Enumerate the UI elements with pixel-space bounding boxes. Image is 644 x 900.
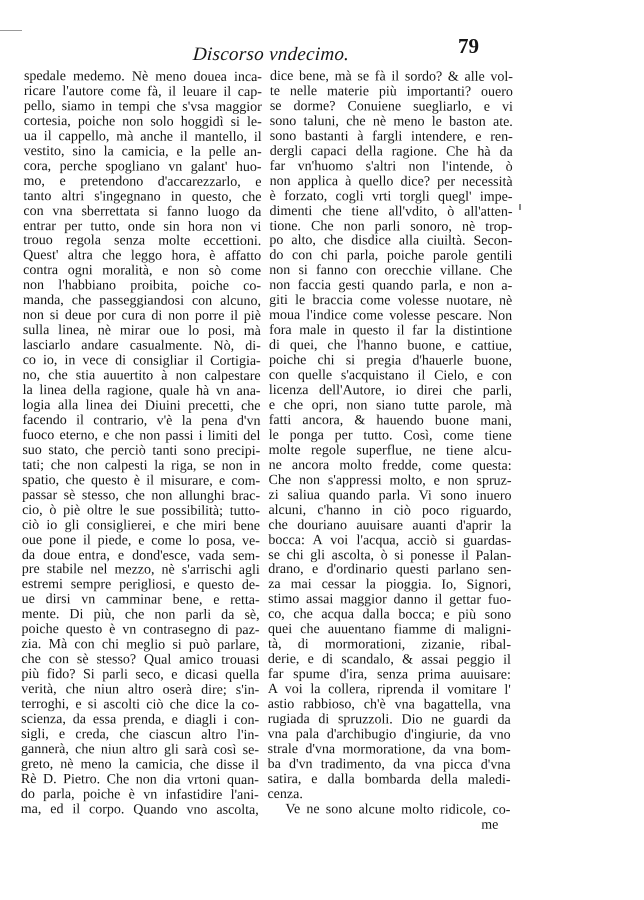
text-line: giti le braccia come volesse nuotare, nè [269, 293, 513, 310]
text-line: te nelle materie più importanti? ouero [269, 83, 513, 100]
text-line: le ponga per tutto. Così, come tiene [268, 427, 512, 444]
text-line: satira, e dalla bombarda della maledi- [267, 771, 511, 788]
text-line: zi saliua quando parla. Vi sono inuero [268, 487, 512, 504]
margin-mark [0, 30, 22, 31]
text-line: fatti ancora, & hauendo buone mani, [268, 412, 512, 429]
text-line: ua il cappello, mà anche il mantello, il [23, 128, 262, 145]
text-line: contra ogni moralità, e non sò come [23, 263, 262, 280]
text-line: bocca: A voi l'acqua, acciò si guardas- [268, 532, 512, 549]
text-line: che con sè stesso? Qual amico trouasi [21, 652, 260, 669]
text-line: poiche chi si pregia d'hauerle buone, [268, 353, 513, 369]
text-line: mo, e pretendono d'accarezzarlo, e [23, 173, 262, 190]
text-line: po alto, che disdice alla ciuiltà. Secon- [269, 233, 513, 250]
text-line: logia alla linea dei Diuini precetti, che [22, 397, 261, 415]
text-line: suo stato, che perciò tanti sono precipi- [22, 442, 261, 459]
text-line: mente. Di più, che non parli da sè, [21, 607, 260, 624]
text-line: è forzato, cogli vrti torgli quegl' impe- [269, 188, 513, 205]
text-line: trouo regola senza molte eccettioni. [23, 233, 262, 250]
running-title: Discorso vndecimo. [192, 44, 351, 65]
text-line: lasciarlo andare casualmente. Nò, di- [22, 338, 261, 355]
text-line: oue pone il piede, e come lo posa, ve- [21, 532, 260, 549]
text-line: con quelle s'acquistano il Cielo, e con [268, 368, 512, 384]
text-line: sigli, e creda, che ciascun altro l'in- [21, 726, 260, 743]
text-line: se chi gli ascolta, ò si ponesse il Palan- [268, 547, 512, 564]
text-line: entrar per tutto, onde sin hora non vi [23, 218, 262, 235]
text-line: co, che acqua dalla bocca; e più sono [268, 607, 512, 624]
text-line: cenza. [267, 786, 303, 802]
text-line: non si deue por cura di non porre il piè [22, 308, 261, 325]
text-line: passar sè stesso, che non allunghi brac- [22, 487, 261, 504]
text-line: poiche questo è vn contrasegno di paz- [21, 622, 260, 639]
text-line: ma, ed il corpo. Quando vno ascolta, [20, 801, 259, 818]
text-line: Quest' altra che leggo hora, è affatto [23, 248, 262, 265]
text-line: se dorme? Conuiene suegliarlo, e vi [269, 98, 513, 115]
text-line: con vna sberrettata si fanno luogo da [23, 203, 262, 220]
text-line: za mai cessar la pioggia. Io, Signori, [268, 577, 512, 594]
text-line: rugiada di spruzzoli. Dio ne guardi da [267, 711, 511, 728]
text-line: vna pala d'archibugio d'ingiurie, da vno [267, 726, 511, 743]
text-line: astio rabbioso, ch'è vna bagattella, vna [267, 697, 511, 713]
text-line: moua l'indice come volesse pescare. Non [269, 308, 513, 325]
text-line: quei che auuentano fiamme di maligni- [268, 622, 512, 639]
text-line: sono taluni, che nè meno le baston ate. [269, 113, 513, 130]
text-line: non l'habbiano proibita, poiche co- [23, 278, 262, 295]
text-line: derie, e di scandalo, & assai peggio il [267, 652, 511, 669]
text-line: fora male in questo il far la distintione [269, 323, 513, 340]
text-line: spatio, che questo è il misurare, e com- [22, 472, 261, 489]
text-line: drano, e d'ordinario questi parlano sen- [268, 562, 512, 579]
text-line: cora, perche spogliano vn galant' huo- [23, 158, 262, 175]
text-line: ricare l'autore come fà, il leuare il cap- [23, 83, 262, 100]
text-line: vestito, sino la camicia, e la pelle an- [23, 143, 262, 160]
text-line: alcuni, c'hanno in ciò poco riguardo, [268, 502, 512, 519]
text-line: do con chi parla, poiche parole gentili [269, 248, 513, 265]
text-line: no, che stia auuertito à non calpestare [22, 368, 261, 385]
text-line: non applica à quello dice? per necessità [269, 173, 513, 190]
text-line: Ve ne sono alcune molto ridicole, co- [285, 801, 511, 818]
text-line: e che opri, non siano tutte parole, mà [268, 397, 512, 414]
text-line: cio, ò piè oltre le sue possibilità; tutto- [22, 502, 261, 519]
text-line: ne ancora molto fredde, come questa: [268, 457, 512, 474]
text-line: tione. Che non parli sonoro, nè trop- [269, 218, 513, 235]
text-line: molte regole superflue, ne tiene alcu- [268, 442, 512, 459]
text-line: fuoco eterno, e che non passi i limiti del [22, 427, 261, 444]
text-line: di quei, che l'hanno buone, e cattiue, [269, 338, 513, 355]
text-line: dergli capaci della ragione. Che hà da [269, 143, 513, 160]
text-line: estremi sempre perigliosi, e questo de- [21, 577, 260, 594]
page-number: 79 [458, 34, 479, 58]
text-line: far vn'huomo s'altri non l'intende, ò [269, 158, 513, 175]
text-line: gannerà, che niun altro gli sarà così se- [21, 741, 260, 758]
text-line: zia. Mà con chi meglio si può parlare, [21, 637, 260, 654]
text-line: pello, siamo in tempi che s'vsa maggior [23, 98, 262, 115]
text-line: cortesia, poiche non solo hoggidì si le- [23, 113, 262, 130]
ink-speck [519, 204, 521, 210]
text-line: ba d'vn tradimento, da vna picca d'vna [267, 756, 511, 773]
text-line: Che non s'appressi molto, e non spruz- [268, 472, 512, 489]
text-line: terroghi, e si ascolti ciò che dice la co- [21, 697, 260, 714]
text-line: greto, nè meno la camicia, che disse il [20, 756, 260, 773]
text-line: manda, che passeggiandosi con alcuno, [22, 293, 262, 310]
catchword: me [481, 817, 499, 833]
text-line: spedale medemo. Nè meno douea inca- [23, 69, 263, 86]
text-line: stimo assai maggior danno il gettar fuo- [268, 592, 512, 609]
text-line: A voi la collera, riprenda il vomitare l' [267, 682, 511, 698]
text-line: ue dirsi vn camminar bene, e retta- [21, 592, 260, 609]
text-line: sono bastanti à fargli intendere, e ren- [269, 128, 513, 145]
text-line: far spume d'ira, senza prima auuisare: [267, 667, 511, 683]
text-line: pre stabile nel mezzo, nè s'arrischi agli [21, 562, 260, 579]
text-line: tati; che non calpesti la riga, se non in [22, 457, 261, 474]
text-line: dimenti che tiene all'vdito, ò all'atten- [269, 203, 513, 220]
text-line: da doue entra, e dond'esce, vada sem- [21, 547, 260, 564]
text-line: non si fanno con orecchie villane. Che [269, 263, 513, 280]
text-line: facendo il contrario, v'è la pena d'vn [22, 412, 261, 429]
text-line: non faccia gesti quando parla, e non a- [269, 278, 513, 295]
text-line: licenza dell'Autore, io direi che parli, [268, 383, 512, 399]
text-line: che douriano auuisare auanti d'aprir la [268, 517, 512, 534]
text-line: Rè D. Pietro. Che non dia vrtoni quan- [20, 771, 259, 788]
text-line: la linea della ragione, quale hà vn ana- [22, 383, 261, 400]
right-column [267, 70, 513, 833]
text-line: sulla linea, nè mirar oue lo posi, mà [22, 323, 261, 340]
text-line: più fido? Si parli seco, e dicasi quella [21, 667, 260, 684]
text-line: scienza, da essa prenda, e diagli i con- [21, 711, 260, 729]
text-line: dice bene, mà se fà il sordo? & alle vol- [269, 69, 514, 85]
text-line: tà, di mormorationi, zizanie, ribal- [267, 637, 512, 654]
text-line: ciò io gli consiglierei, e che miri bene [21, 517, 261, 534]
left-column [21, 70, 262, 819]
text-line: verità, che niun altro oserà dire; s'in- [21, 682, 260, 699]
text-line: co io, in vece di consigliar il Cortigia- [22, 353, 261, 370]
text-line: do parla, poiche è vn infastidire l'ani- [20, 786, 259, 803]
text-line: tanto altri s'ingegnano in questo, che [23, 188, 262, 205]
text-line: strale d'vna mormoratione, da vna bom- [267, 741, 511, 758]
